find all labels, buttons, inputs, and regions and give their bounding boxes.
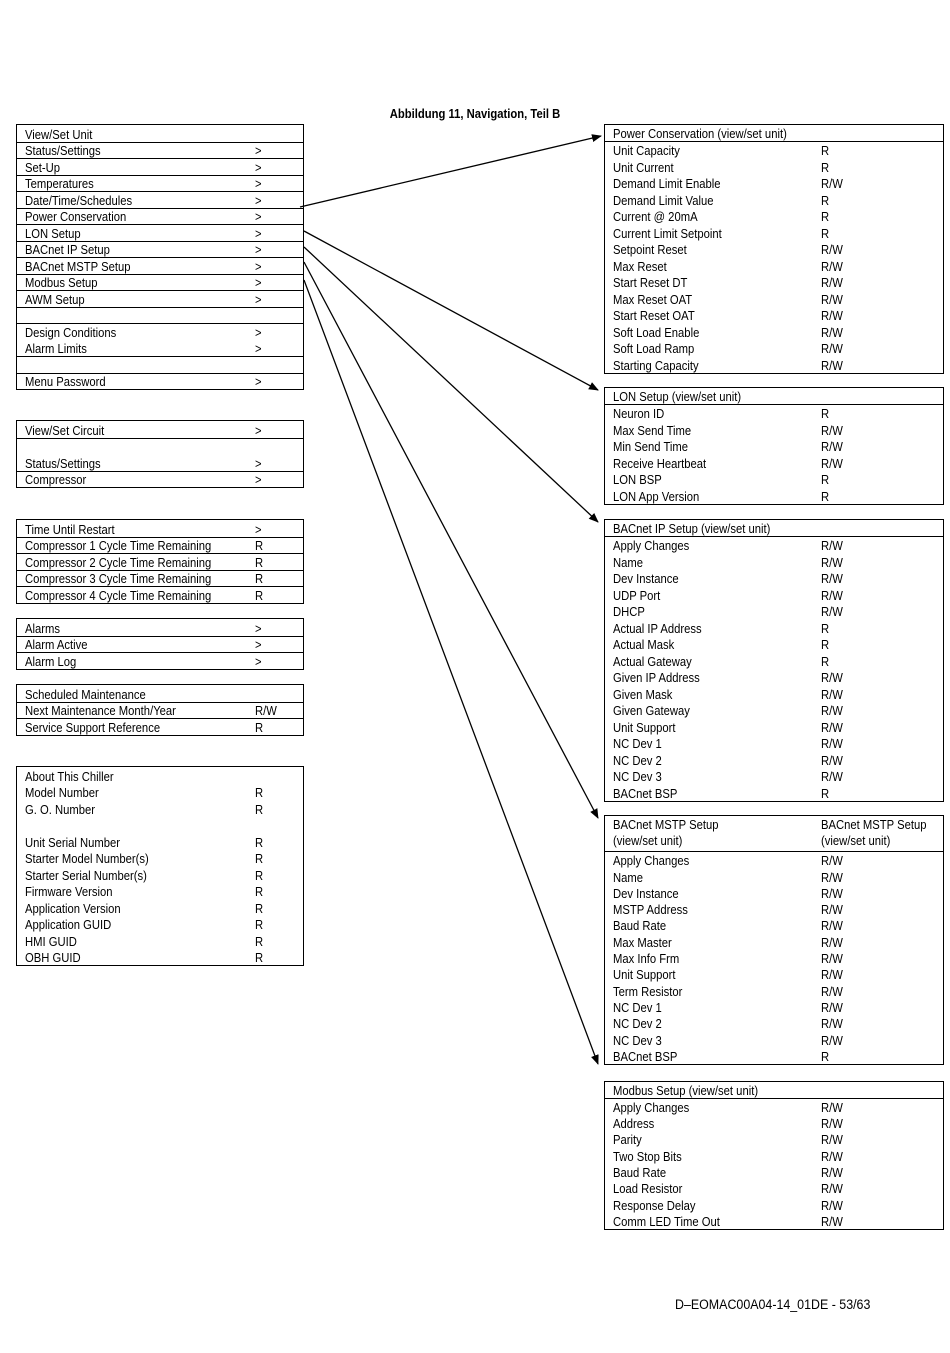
access-value: R/W <box>821 358 843 373</box>
arrow-bacnet-mstp-setup <box>304 262 598 818</box>
menu-row-label: Firmware Version <box>25 885 113 899</box>
chevron-right-icon: > <box>255 638 262 652</box>
menu-row-label: Compressor 3 Cycle Time Remaining <box>25 572 212 586</box>
access-value: R/W <box>821 1198 843 1213</box>
access-value: R/W <box>821 720 843 735</box>
access-value: R <box>255 786 264 800</box>
menu-row-label: Demand Limit Value <box>613 193 714 208</box>
access-value: R/W <box>821 1133 843 1148</box>
menu-row-label: NC Dev 2 <box>613 753 662 768</box>
menu-row-label: Baud Rate <box>613 919 667 934</box>
access-value: R/W <box>821 1182 843 1197</box>
menu-row-label: Two Stop Bits <box>613 1149 682 1164</box>
menu-row-label: Next Maintenance Month/Year <box>25 704 176 718</box>
menu-row-label: Temperatures <box>25 177 94 191</box>
menu-row-label: G. O. Number <box>25 802 96 817</box>
menu-header-title-right: BACnet MSTP Setup (view/set unit) <box>821 818 927 848</box>
access-value: R/W <box>821 588 843 603</box>
menu-row-label: Unit Support <box>613 720 676 735</box>
menu-row-label: Compressor 2 Cycle Time Remaining <box>25 555 212 570</box>
menu-row-label: Unit Serial Number <box>25 835 121 850</box>
access-value: R/W <box>821 259 843 274</box>
menu-row-label: Dev Instance <box>613 886 679 901</box>
chevron-right-icon: > <box>255 473 262 487</box>
access-value: R <box>821 786 830 801</box>
menu-row-label: LON Setup <box>25 226 81 241</box>
menu-row-label: Current @ 20mA <box>613 210 698 224</box>
access-value: R <box>821 210 830 224</box>
menu-row-label: Soft Load Enable <box>613 325 700 340</box>
menu-row-label: Max Reset OAT <box>613 292 693 307</box>
menu-row-label: NC Dev 1 <box>613 1000 662 1015</box>
menu-row-label: Dev Instance <box>613 572 679 586</box>
page-title: Abbildung 11, Navigation, Teil B <box>389 107 561 121</box>
menu-row-label: OBH GUID <box>25 951 81 965</box>
menu-row-label: Starting Capacity <box>613 358 699 373</box>
chevron-right-icon: > <box>255 423 262 438</box>
arrow-bacnet-ip-setup <box>304 247 598 522</box>
menu-row-label: Status/Settings <box>25 456 101 471</box>
menu-row-label: Starter Model Number(s) <box>25 852 149 866</box>
menu-row-label: Max Info Frm <box>613 952 680 967</box>
access-value: R/W <box>821 1100 843 1115</box>
access-value: R/W <box>821 1000 843 1015</box>
menu-row-label: Alarm Limits <box>25 342 87 356</box>
access-value: R <box>821 654 830 669</box>
access-value: R/W <box>821 276 843 290</box>
access-value: R/W <box>821 1165 843 1180</box>
chevron-right-icon: > <box>255 292 262 307</box>
access-value: R/W <box>821 605 843 619</box>
menu-row-label: View/Set Circuit <box>25 423 105 438</box>
access-value: R/W <box>821 737 843 751</box>
access-value: R <box>821 621 830 636</box>
menu-row-label: Alarms <box>25 621 61 636</box>
menu-row-label: Max Reset <box>613 259 667 274</box>
menu-row-label: Alarm Active <box>25 638 88 652</box>
menu-row-label: BACnet BSP <box>613 786 678 801</box>
menu-row-label: Apply Changes <box>613 1100 690 1115</box>
menu-row-label: NC Dev 2 <box>613 1017 662 1032</box>
menu-row-label: Current Limit Setpoint <box>613 226 722 241</box>
menu-row-label: LON App Version <box>613 489 700 504</box>
access-value: R/W <box>821 870 843 885</box>
menu-row-label: Neuron ID <box>613 407 665 421</box>
access-value: R/W <box>821 968 843 983</box>
access-value: R/W <box>821 243 843 257</box>
access-value: R <box>821 160 830 175</box>
access-value: R/W <box>821 984 843 999</box>
menu-row-label: Min Send Time <box>613 440 689 454</box>
menu-header-title: Power Conservation (view/set unit) <box>613 126 787 141</box>
chevron-right-icon: > <box>255 325 262 340</box>
access-value: R/W <box>821 854 843 869</box>
menu-row-label: Load Resistor <box>613 1182 683 1197</box>
menu-row-label: Compressor 1 Cycle Time Remaining <box>25 539 212 553</box>
access-value: R <box>255 951 264 965</box>
access-value: R/W <box>821 1017 843 1032</box>
access-value: R/W <box>821 539 843 553</box>
access-value: R/W <box>255 704 277 718</box>
access-value: R <box>821 226 830 241</box>
access-value: R <box>255 555 264 570</box>
menu-row-label: Menu Password <box>25 375 106 389</box>
chevron-right-icon: > <box>255 144 262 158</box>
menu-row-label: Time Until Restart <box>25 522 115 537</box>
menu-row-label: Starter Serial Number(s) <box>25 868 147 883</box>
access-value: R <box>255 835 264 850</box>
menu-row-label: Alarm Log <box>25 654 77 669</box>
access-value: R <box>821 1049 830 1064</box>
chevron-right-icon: > <box>255 342 262 356</box>
menu-row-label: Actual Mask <box>613 638 675 652</box>
access-value: R/W <box>821 1214 843 1229</box>
access-value: R/W <box>821 440 843 454</box>
page-footer: D–EOMAC00A04-14_01DE - 53/63 <box>674 1297 870 1312</box>
menu-row-label: BACnet IP Setup <box>25 243 110 257</box>
chevron-right-icon: > <box>255 226 262 241</box>
menu-row-label: Name <box>613 870 644 885</box>
menu-row-label: AWM Setup <box>25 292 85 307</box>
menu-row-label: Date/Time/Schedules <box>25 193 133 208</box>
menu-row-label: Set-Up <box>25 160 61 175</box>
chevron-right-icon: > <box>255 621 262 636</box>
access-value: R/W <box>821 1117 843 1132</box>
access-value: R/W <box>821 292 843 307</box>
menu-row-label: LON BSP <box>613 473 662 487</box>
menu-row-label: NC Dev 1 <box>613 737 662 751</box>
chevron-right-icon: > <box>255 276 262 290</box>
access-value: R/W <box>821 1149 843 1164</box>
menu-row-label: Setpoint Reset <box>613 243 687 257</box>
menu-row-label: Baud Rate <box>613 1165 667 1180</box>
menu-row-label: About This Chiller <box>25 769 114 784</box>
menu-row-label: Max Send Time <box>613 423 692 438</box>
access-value: R/W <box>821 423 843 438</box>
menu-row-label: Unit Capacity <box>613 144 680 158</box>
access-value: R/W <box>821 177 843 191</box>
menu-row-label: Parity <box>613 1133 642 1148</box>
access-value: R <box>255 901 264 916</box>
access-value: R/W <box>821 952 843 967</box>
menu-row-label: Actual IP Address <box>613 621 702 636</box>
menu-row-label: Apply Changes <box>613 539 690 553</box>
access-value: R <box>255 918 264 932</box>
menu-row-label: View/Set Unit <box>25 127 93 142</box>
menu-header-title: Modbus Setup (view/set unit) <box>613 1083 759 1098</box>
access-value: R <box>255 539 264 553</box>
access-value: R/W <box>821 704 843 718</box>
arrow-lon-setup <box>304 231 598 390</box>
menu-row-label: Max Master <box>613 935 672 950</box>
chevron-right-icon: > <box>255 243 262 257</box>
access-value: R <box>255 852 264 866</box>
access-value: R <box>255 868 264 883</box>
menu-row-label: NC Dev 3 <box>613 770 662 784</box>
access-value: R/W <box>821 935 843 950</box>
access-value: R <box>255 720 264 735</box>
chevron-right-icon: > <box>255 259 262 274</box>
menu-row-label: Start Reset OAT <box>613 309 695 323</box>
chevron-right-icon: > <box>255 375 262 389</box>
access-value: R <box>255 885 264 899</box>
access-value: R/W <box>821 903 843 918</box>
menu-row-label: Name <box>613 555 644 570</box>
menu-row-label: Unit Support <box>613 968 676 983</box>
menu-row-label: Given IP Address <box>613 671 700 685</box>
menu-header-title: LON Setup (view/set unit) <box>613 389 742 404</box>
menu-row-label: Soft Load Ramp <box>613 342 695 356</box>
access-value: R/W <box>821 342 843 356</box>
menu-row-label: Application GUID <box>25 918 112 932</box>
chevron-right-icon: > <box>255 177 262 191</box>
menu-row-label: Apply Changes <box>613 854 690 869</box>
access-value: R <box>255 572 264 586</box>
menu-row-label: UDP Port <box>613 588 661 603</box>
menu-row-label: Status/Settings <box>25 144 101 158</box>
access-value: R/W <box>821 671 843 685</box>
chevron-right-icon: > <box>255 654 262 669</box>
menu-row-label: Compressor 4 Cycle Time Remaining <box>25 588 212 603</box>
access-value: R/W <box>821 687 843 702</box>
menu-row-label: Power Conservation <box>25 210 127 224</box>
chevron-right-icon: > <box>255 210 262 224</box>
menu-row-label: Comm LED Time Out <box>613 1214 720 1229</box>
access-value: R/W <box>821 325 843 340</box>
menu-row-label: Start Reset DT <box>613 276 688 290</box>
access-value: R <box>821 489 830 504</box>
menu-row-label: MSTP Address <box>613 903 688 918</box>
access-value: R/W <box>821 919 843 934</box>
menu-row-label: DHCP <box>613 605 645 619</box>
menu-row-label: NC Dev 3 <box>613 1033 662 1048</box>
menu-row-label: Compressor <box>25 473 87 487</box>
menu-row-label: Model Number <box>25 786 99 800</box>
access-value: R/W <box>821 309 843 323</box>
access-value: R/W <box>821 555 843 570</box>
menu-row-label: Address <box>613 1117 655 1132</box>
menu-row-label: Receive Heartbeat <box>613 456 707 471</box>
menu-row-label: Service Support Reference <box>25 720 161 735</box>
access-value: R <box>821 473 830 487</box>
menu-row-label: Term Resistor <box>613 984 683 999</box>
menu-header-title: BACnet IP Setup (view/set unit) <box>613 521 771 536</box>
menu-row-label: Demand Limit Enable <box>613 177 721 191</box>
chevron-right-icon: > <box>255 522 262 537</box>
menu-row-label: Given Gateway <box>613 704 690 718</box>
menu-row-label: BACnet BSP <box>613 1049 678 1064</box>
access-value: R <box>821 638 830 652</box>
access-value: R/W <box>821 753 843 768</box>
access-value: R <box>821 193 830 208</box>
arrow-modbus-setup <box>304 280 598 1064</box>
menu-row-label: Response Delay <box>613 1198 696 1213</box>
access-value: R <box>255 934 264 949</box>
access-value: R <box>821 144 830 158</box>
access-value: R/W <box>821 770 843 784</box>
menu-row-label: Actual Gateway <box>613 654 692 669</box>
access-value: R <box>255 802 264 817</box>
chevron-right-icon: > <box>255 456 262 471</box>
arrow-power-conservation <box>300 136 601 207</box>
menu-row-label: BACnet MSTP Setup <box>25 259 131 274</box>
menu-row-label: Application Version <box>25 901 121 916</box>
menu-row-label: HMI GUID <box>25 934 77 949</box>
chevron-right-icon: > <box>255 193 262 208</box>
access-value: R <box>255 588 264 603</box>
menu-row-label: Given Mask <box>613 687 673 702</box>
menu-header-title: BACnet MSTP Setup (view/set unit) <box>613 818 719 848</box>
access-value: R/W <box>821 456 843 471</box>
access-value: R <box>821 407 830 421</box>
chevron-right-icon: > <box>255 160 262 175</box>
access-value: R/W <box>821 1033 843 1048</box>
menu-row-label: Design Conditions <box>25 325 117 340</box>
menu-row-label: Unit Current <box>613 160 674 175</box>
access-value: R/W <box>821 572 843 586</box>
menu-row-label: Modbus Setup <box>25 276 98 290</box>
menu-row-label: Scheduled Maintenance <box>25 687 146 702</box>
access-value: R/W <box>821 886 843 901</box>
